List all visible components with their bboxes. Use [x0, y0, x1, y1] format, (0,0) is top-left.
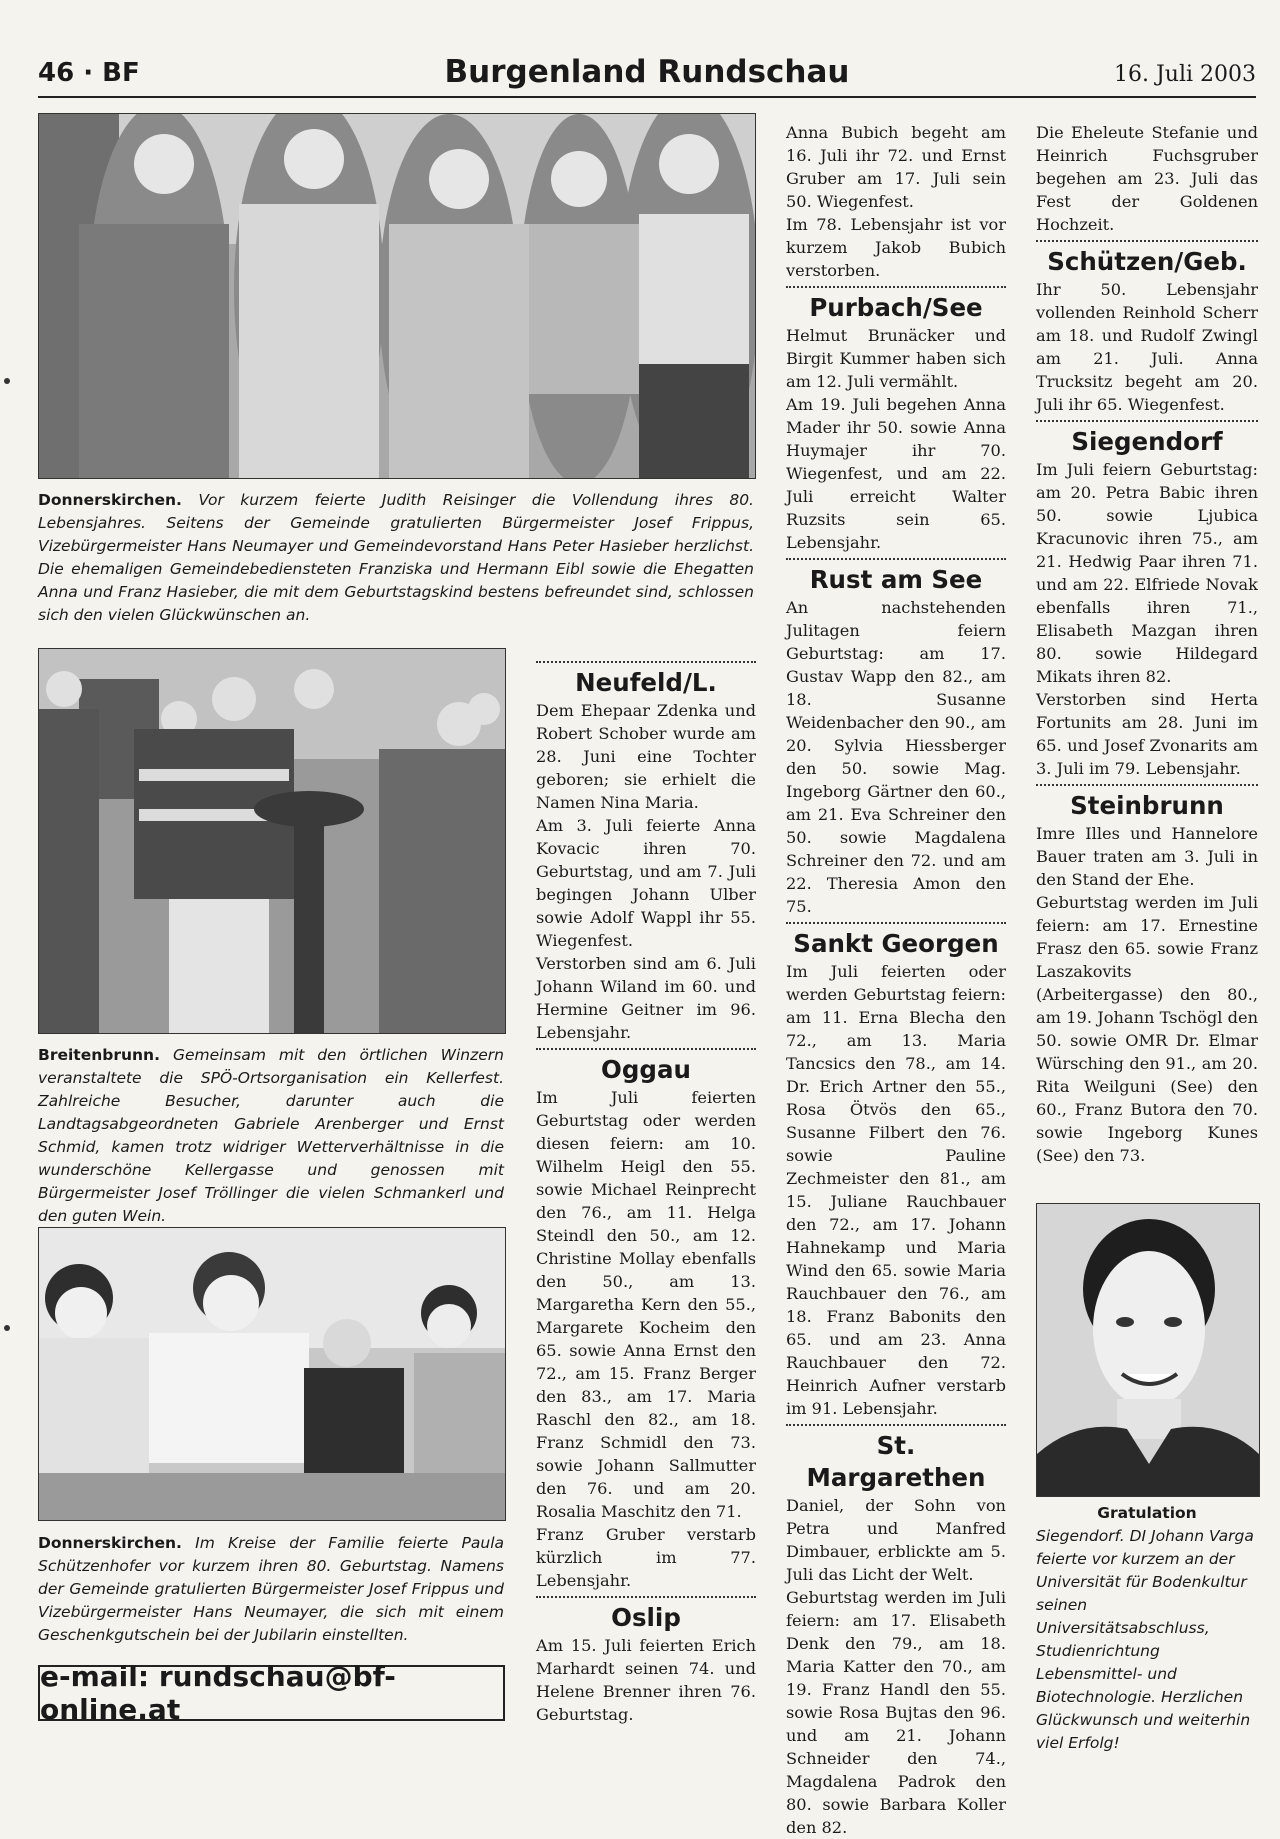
article-paragraph: Dem Ehepaar Zdenka und Robert Schober wurde am 28. Juni eine Tochter geboren; sie erhielt die Namen Nina Maria. [536, 701, 756, 812]
photo-group-birthday [38, 113, 756, 479]
column-4 [786, 121, 1006, 1839]
section-title-purbach: Purbach/See [786, 286, 1006, 324]
article-paragraph: Im Juli feierten Geburtstag oder werden diesen feiern: am 10. Wilhelm Heigl den 55. sowie Michael Reinprecht den 76., am 11. Helga Steindl den 50., am 12. Christine Mollay ebenfalls den 50., am 13. Margaretha Kern den 55., Margarete Kocheim den 65. sowie Anna Ernst den 72., am 15. Franz Berger den 83., am 17. Maria Raschl den 82., am 18. Franz Schmidl den 73. sowie Johann Sallmutter den 76. und am 20. Rosalia Maschitz den 71. [536, 1088, 756, 1521]
caption-photo2 [38, 1044, 504, 1228]
photo-kellerfest [38, 648, 506, 1034]
photo-portrait-graduate [1036, 1203, 1260, 1497]
section-title-neufeld: Neufeld/L. [536, 661, 756, 699]
caption-photo3-text: Im Kreise der Familie feierte Paula Schützenhofer vor kurzem ihren 80. Geburtstag. Namens der Gemeinde gratulierten Bürgermeister Josef Frippus und Vizebürgermeister Hans Neumayer, die sich mit einem Geschenkgutschein bei der Jubilarin einstellten. [38, 1534, 504, 1644]
caption-photo1-place: Donnerskirchen. [38, 491, 182, 509]
article-paragraph: Imre Illes und Hannelore Bauer traten am 3. Juli in den Stand der Ehe. [1036, 824, 1258, 889]
caption-photo2-place: Breitenbrunn. [38, 1046, 160, 1064]
scan-mark [4, 1325, 10, 1331]
article-paragraph: Helmut Brunäcker und Birgit Kummer haben sich am 12. Juli vermählt. [786, 326, 1006, 391]
article-paragraph: Am 3. Juli feierte Anna Kovacic ihren 70. Geburtstag, und am 7. Juli begingen Johann Ulber sowie Adolf Wappl ihr 55. Wiegenfest. [536, 816, 756, 950]
article-paragraph: Daniel, der Sohn von Petra und Manfred Dimbauer, erblickte am 5. Juli das Licht der Welt. [786, 1496, 1006, 1584]
section-title-sankt-georgen: Sankt Georgen [786, 922, 1006, 960]
caption-gratulation [1036, 1502, 1258, 1755]
caption-photo2-text: Gemeinsam mit den örtlichen Winzern veranstaltete die SPÖ-Ortsorganisation ein Kellerfest. Zahlreiche Besucher, darunter auch die Landtagsabgeordneten Gabriele Arenberger und Ernst Schmid, kamen trotz widriger Wetterverhältnisse in die wunderschöne Kellergasse und genossen mit Bürgermeister Josef Tröllinger die vielen Schmankerl und den guten Wein. [38, 1046, 504, 1225]
page-number: 46 · BF [38, 58, 140, 88]
page-header [38, 50, 1256, 98]
article-paragraph: Franz Gruber verstarb kürzlich im 77. Lebensjahr. [536, 1525, 756, 1590]
article-paragraph: Geburtstag werden im Juli feiern: am 17. Ernestine Frasz den 65. sowie Franz Laszakovits (Arbeitergasse) den 80., am 19. Johann Tschögl den 50. sowie OMR Dr. Elmar Würsching den 91., am 20. Rita Weilguni (See) den 60., Franz Butora den 70. sowie Ingeborg Kunes (See) den 73. [1036, 893, 1258, 1165]
article-paragraph: An nachstehenden Julitagen feiern Geburtstag: am 17. Gustav Wapp den 82., am 18. Susanne Weidenbacher den 90., am 20. Sylvia Hiessberger den 50. sowie Mag. Ingeborg Gärtner den 60., am 21. Eva Schreiner den 50. sowie Magdalena Schreiner den 72. und am 22. Theresia Amon den 75. [786, 598, 1006, 916]
caption-gratulation-text: Siegendorf. DI Johann Varga feierte vor kurzem an der Universität für Bodenkultur seinen Universitätsabschluss, Studienrichtung Lebensmittel- und Biotechnologie. Herzlichen Glückwunsch und weiterhin viel Erfolg! [1036, 1527, 1254, 1752]
article-paragraph: Verstorben sind Herta Fortunits am 28. Juni im 65. und Josef Zvonarits am 3. Juli im 79. Lebensjahr. [1036, 690, 1258, 778]
issue-date: 16. Juli 2003 [1113, 62, 1256, 87]
column-5 [1036, 121, 1258, 1167]
column-3 [536, 657, 756, 1726]
section-title-st-margarethen: St. Margarethen [786, 1424, 1006, 1494]
caption-photo1-text: Vor kurzem feierte Judith Reisinger die Vollendung ihres 80. Lebensjahres. Seitens der Gemeinde gratulierten Bürgermeister Josef Frippus, Vizebürgermeister Hans Neumayer und Gemeindevorstand Hans Peter Hasieber herzlichst. Die ehemaligen Gemeindebediensteten Franziska und Hermann Eibl sowie die Ehegatten Anna und Franz Hasieber, die mit dem Geburtstagskind bestens befreundet sind, schlossen sich den vielen Glückwünschen an. [38, 491, 754, 624]
section-title-oggau: Oggau [536, 1048, 756, 1086]
caption-photo3 [38, 1532, 504, 1647]
email-contact[interactable]: e-mail: rundschau@bf-online.at [38, 1665, 505, 1721]
section-title-steinbrunn: Steinbrunn [1036, 784, 1258, 822]
caption-photo1 [38, 489, 754, 627]
article-paragraph: Ihr 50. Lebensjahr vollenden Reinhold Scherr am 18. und Rudolf Zwingl am 21. Juli. Anna Trucksitz begeht am 20. Juli ihr 65. Wiegenfest. [1036, 280, 1258, 414]
caption-photo3-place: Donnerskirchen. [38, 1534, 182, 1552]
section-title-oslip: Oslip [536, 1596, 756, 1634]
article-paragraph: Im Juli feierten oder werden Geburtstag feiern: am 11. Erna Blecha den 72., am 13. Maria Tancsics den 78., am 14. Dr. Erich Artner den 55., Rosa Ötvös den 65., Susanne Filbert den 76. sowie Pauline Zechmeister den 81., am 15. Juliane Rauchbauer den 72., am 17. Johann Hahnekamp und Maria Wind den 65. sowie Maria Rauchbauer den 76., am 18. Franz Babonits den 65. und am 23. Anna Rauchbauer den 72. Heinrich Aufner verstarb im 91. Lebensjahr. [786, 962, 1006, 1418]
section-title-rust: Rust am See [786, 558, 1006, 596]
newspaper-title: Burgenland Rundschau [444, 54, 850, 90]
article-paragraph: Anna Bubich begeht am 16. Juli ihr 72. und Ernst Gruber am 17. Juli sein 50. Wiegenfest. [786, 123, 1006, 211]
article-paragraph: Im Juli feiern Geburtstag: am 20. Petra Babic ihren 50. sowie Ljubica Kracunovic ihren 75., am 21. Hedwig Paar ihren 71. und am 22. Elfriede Novak ebenfalls ihren 71., Elisabeth Mazgan ihren 80. sowie Hildegard Mikats ihren 82. [1036, 460, 1258, 686]
article-paragraph: Am 15. Juli feierten Erich Marhardt seinen 74. und Helene Brenner ihren 76. Geburtstag. [536, 1636, 756, 1724]
article-paragraph: Geburtstag werden im Juli feiern: am 17. Elisabeth Denk den 79., am 18. Maria Katter den 70., am 19. Franz Handl den 55. sowie Rosa Bujtas den 96. und am 21. Johann Schneider den 74., Magdalena Padrok den 80. sowie Barbara Koller den 82. [786, 1588, 1006, 1837]
section-title-schuetzen: Schützen/Geb. [1036, 240, 1258, 278]
photo-family-birthday [38, 1227, 506, 1521]
scan-mark [4, 378, 10, 384]
article-paragraph: Im 78. Lebensjahr ist vor kurzem Jakob Bubich verstorben. [786, 215, 1006, 280]
section-title-siegendorf: Siegendorf [1036, 420, 1258, 458]
article-paragraph: Am 19. Juli begehen Anna Mader ihr 50. sowie Anna Huymajer ihr 70. Wiegenfest, und am 22. Juli erreicht Walter Ruzsits sein 65. Lebensjahr. [786, 395, 1006, 552]
caption-gratulation-title: Gratulation [1097, 1504, 1197, 1522]
article-paragraph: Die Eheleute Stefanie und Heinrich Fuchsgruber begehen am 23. Juli das Fest der Goldenen Hochzeit. [1036, 123, 1258, 234]
article-paragraph: Verstorben sind am 6. Juli Johann Wiland im 60. und Hermine Geitner im 96. Lebensjahr. [536, 954, 756, 1042]
